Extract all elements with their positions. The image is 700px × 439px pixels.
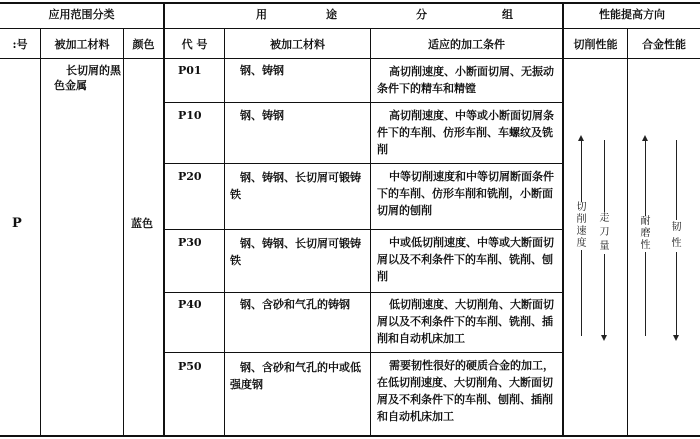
col-sub-code-header: 代 号	[181, 38, 208, 51]
col-conditions-header: 适应的加工条件	[428, 38, 505, 51]
col-alloy-header: 合金性能	[642, 38, 686, 51]
row-conditions: 中等切削速度和中等切屑断面条件下的车削、仿形车削和铣削，小断面切屑的刨削	[377, 170, 554, 217]
header-usage-char-3: 分	[416, 8, 427, 21]
row-code: P01	[178, 64, 202, 77]
col-divider-3	[163, 2, 165, 436]
row-conditions: 需要韧性很好的硬质合金的加工，在低切削速度、大切削角、大断面切屑及不利条件下的车削、刨削、插削和自动机床加工	[377, 359, 554, 423]
row-code: P50	[178, 360, 202, 373]
col-code-header: :号	[12, 38, 28, 51]
col-material-header: 被加工材料	[54, 38, 110, 51]
col-divider-1	[40, 28, 41, 436]
row-conditions: 低切削速度、大切削角、大断面切屑以及不利条件下的车削、铣削、插削和自动机床加工	[377, 298, 554, 345]
row-material: 钢、含砂和气孔的中或低强度钢	[230, 361, 361, 391]
main-material: 长切屑的黑色金属	[54, 64, 121, 92]
col-sub-material-header: 被加工材料	[270, 38, 325, 51]
row-material: 钢、铸钢	[240, 64, 284, 77]
col-divider-4	[224, 28, 225, 436]
row-conditions: 高切削速度、中等或小断面切屑条件下的车削、仿形车削、车螺纹及铣削	[377, 109, 554, 156]
row-material: 钢、含砂和气孔的铸钢	[240, 298, 350, 311]
header-performance-group: 性能提高方向	[599, 8, 665, 21]
row-rule-2	[163, 163, 563, 164]
toughness-label: 韧性	[670, 220, 683, 252]
col-divider-7	[627, 28, 628, 436]
main-code: P	[12, 216, 22, 231]
header-usage-char-2: 途	[326, 8, 337, 21]
table-top-rule	[0, 2, 700, 4]
header-usage-char-1: 用	[256, 8, 267, 21]
col-divider-2	[123, 28, 124, 436]
row-rule-4	[163, 292, 563, 293]
main-color: 蓝色	[131, 217, 153, 230]
row-conditions: 中或低切削速度、中等或大断面切屑以及不利条件下的车削、铣削、刨削	[377, 236, 554, 283]
wear-resistance-label: 耐磨性	[640, 216, 651, 251]
header-rule-1	[0, 28, 700, 29]
row-rule-1	[163, 102, 563, 103]
row-material: 钢、铸钢、长切屑可锻铸铁	[230, 237, 361, 267]
table-bottom-rule	[0, 435, 700, 437]
header-usage-char-4: 组	[502, 8, 513, 21]
cutting-speed-label: 切削速度	[576, 202, 587, 249]
col-color-header: 颜色	[132, 38, 155, 51]
col-cutting-header: 切削性能	[573, 38, 618, 51]
row-code: P20	[178, 170, 202, 183]
col-divider-6	[562, 2, 564, 436]
row-rule-5	[163, 352, 563, 353]
row-code: P10	[178, 109, 202, 122]
row-material: 钢、铸钢、长切屑可锻铸铁	[230, 171, 361, 201]
row-code: P40	[178, 298, 202, 311]
row-material: 钢、铸钢	[240, 109, 284, 122]
header-application-group: 应用范围分类	[48, 8, 115, 21]
col-divider-5	[370, 28, 371, 436]
header-rule-2	[0, 58, 700, 59]
row-code: P30	[178, 236, 202, 249]
row-conditions: 高切削速度、小断面切屑、无振动条件下的精车和精镗	[377, 65, 554, 95]
feed-label: 走刀量	[599, 213, 610, 252]
row-rule-3	[163, 229, 563, 230]
